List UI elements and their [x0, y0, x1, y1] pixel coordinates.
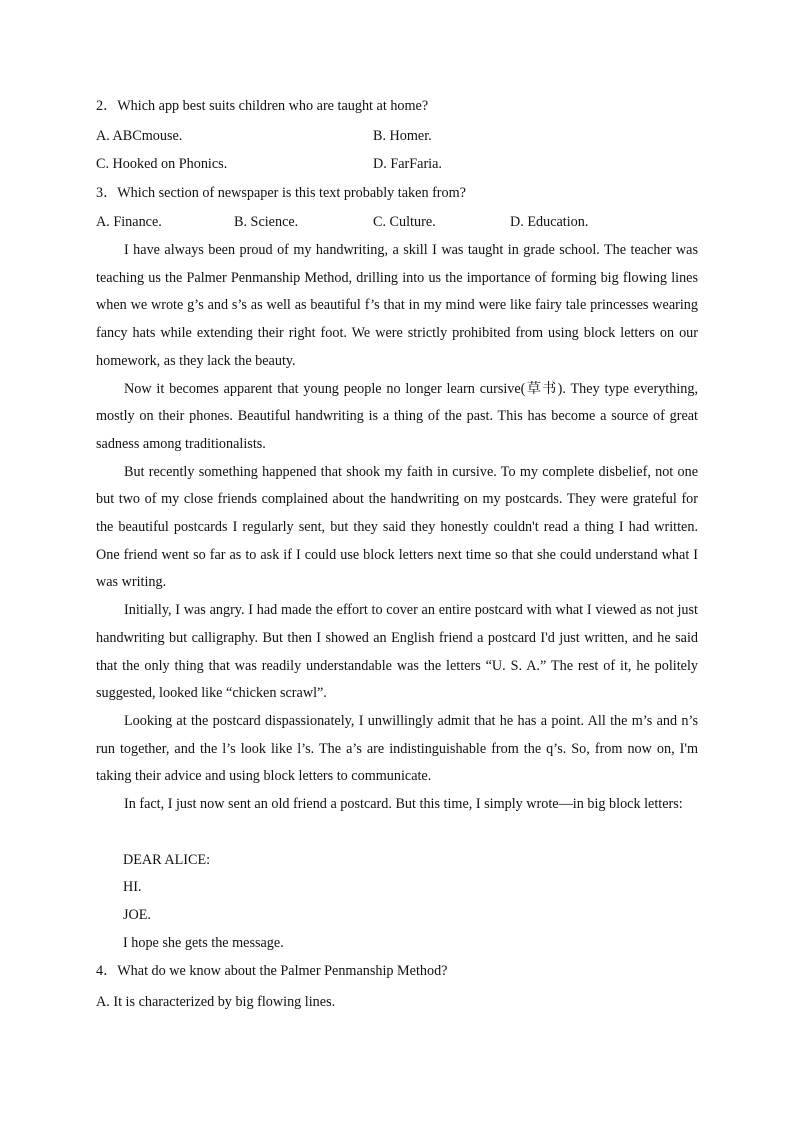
question-4-option-a: A. It is characterized by big flowing lines.	[96, 994, 336, 1010]
question-3-option-b: B. Science.	[234, 214, 299, 230]
question-2: 2．Which app best suits children who are taught at home?	[96, 98, 429, 114]
question-2-option-d: D. FarFaria.	[373, 156, 442, 172]
passage-paragraph-2: Now it becomes apparent that young people no longer learn cursive(草书). They type everything, mostly on their phones. Beautiful handwriting is a thing of the past. This has become a source of great sadness among traditionalists.	[96, 380, 698, 452]
passage-paragraph-1: I have always been proud of my handwriting, a skill I was taught in grade school. The teacher was teaching us the Palmer Penmanship Method, drilling into us the importance of forming big flowing lines when we wrote g’s and s’s as well as beautiful f’s that in my mind were like fairy tale princesses wearing fancy hats while extending their right foot. We were strictly prohibited from using block letters on our homework, as they lack the beauty.	[96, 242, 698, 369]
letter-body: HI.	[123, 879, 142, 895]
question-3: 3．Which section of newspaper is this text probably taken from?	[96, 185, 466, 201]
question-3-option-c: C. Culture.	[373, 214, 436, 230]
question-2-option-b: B. Homer.	[373, 128, 432, 144]
question-2-option-a: A. ABCmouse.	[96, 128, 183, 144]
passage-paragraph-6: In fact, I just now sent an old friend a postcard. But this time, I simply wrote—in big block letters:	[124, 796, 683, 813]
passage-paragraph-5: Looking at the postcard dispassionately, I unwillingly admit that he has a point. All the m’s and n’s run together, and the l’s look like l’s. The a’s are indistinguishable from the q’s. So, from now on, I'm taking their advice and using block letters to communicate.	[96, 712, 698, 785]
letter-signature: JOE.	[123, 907, 151, 923]
question-3-option-d: D. Education.	[510, 214, 589, 230]
question-2-option-c: C. Hooked on Phonics.	[96, 156, 228, 172]
passage-paragraph-4: Initially, I was angry. I had made the effort to cover an entire postcard with what I viewed as not just handwriting but calligraphy. But then I showed an English friend a postcard I'd just written, and he said that the only thing that was readily understandable was the letters “U. S. A.” The rest of it, he politely suggested, looked like “chicken scrawl”.	[96, 602, 698, 702]
question-3-option-a: A. Finance.	[96, 214, 162, 230]
question-4: 4．What do we know about the Palmer Penmanship Method?	[96, 963, 448, 979]
letter-salutation: DEAR ALICE:	[123, 852, 211, 868]
passage-paragraph-3: But recently something happened that shook my faith in cursive. To my complete disbelief, not one but two of my close friends complained about the handwriting on my postcards. They were grateful for the beautiful postcards I regularly sent, but they said they honestly couldn't read a thing I had written. One friend went so far as to ask if I could use block letters next time so that she could understand what I was writing.	[96, 463, 698, 591]
passage	[96, 237, 698, 819]
passage-closing: I hope she gets the message.	[123, 935, 284, 951]
